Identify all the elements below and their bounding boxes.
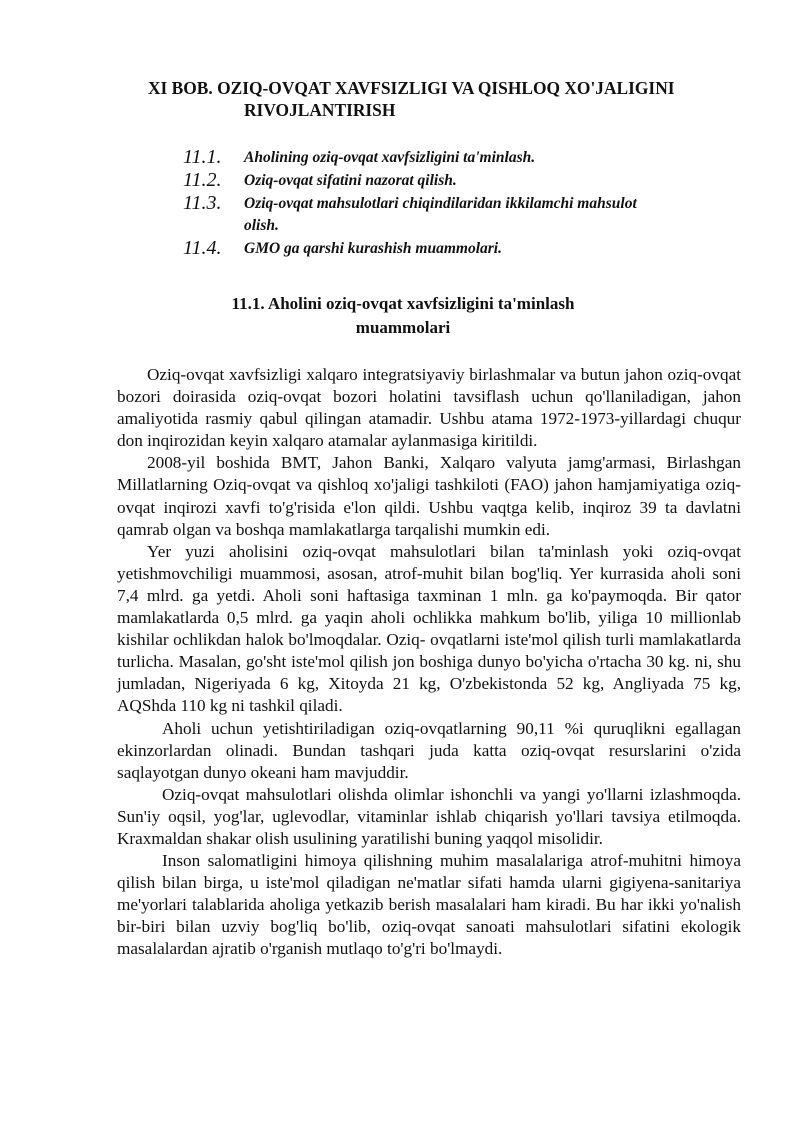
paragraph: Inson salomatligini himoya qilishning muhim masalalariga atrof-muhitni himoya qilish bilan birga, u iste'mol qiladigan ne'matlar sifati hamda ularni gigiyena-sanitariya me'yorlari talablarida aholiga yetkazib berish masalalari ham kiradi. Bu har ikki yo'nalish bir-biri bilan uzviy bog'liq bo'lib, oziq-ovqat sanoati mahsulotlari sifatini ekologik masalalardan ajratib o'rganish mutlaqo to'g'ri bo'lmaydi. <box>117 851 741 959</box>
section-title-line-2: muammolari <box>355 318 451 337</box>
section-title-line-1: 11.1. Aholini oziq-ovqat xavfsizligini ta'minlash <box>231 294 575 313</box>
toc-text: GMO ga qarshi kurashish muammolari. <box>244 240 502 257</box>
paragraph: 2008-yil boshida BMT, Jahon Banki, Xalqaro valyuta jamg'armasi, Birlashgan Millatlarning Oziq-ovqat va qishloq xo'jaligi tashkiloti (FAO) jahon hamjamiyatiga oziq-ovqat inqirozi xavfi to'g'risida e'lon qildi. Ushbu vaqtga kelib, inqiroz 39 ta davlatni qamrab olgan va boshqa mamlakatlarga tarqalishi mumkin edi. <box>117 453 741 539</box>
toc-number: 11.3. <box>183 192 222 214</box>
toc-item-11-4 <box>183 237 703 260</box>
paragraph: Oziq-ovqat xavfsizligi xalqaro integratsiyaviy birlashmalar va butun jahon oziq-ovqat bozori doirasida oziq-ovqat bozori holatini tavsiflash uchun qo'llaniladigan, jahon amaliyotida rasmiy qabul qilingan atamadir. Ushbu atama 1972-1973-yillardagi chuqur don inqirozidan keyin xalqaro atamalar aylanmasiga kiritildi. <box>117 365 741 451</box>
toc-text: Aholining oziq-ovqat xavfsizligini ta'minlash. <box>244 149 536 166</box>
chapter-title-line-2: RIVOJLANTIRISH <box>244 100 396 120</box>
chapter-contents-list <box>183 146 703 260</box>
chapter-title-line-1: XI BOB. OZIQ-OVQAT XAVFSIZLIGI VA QISHLOQ XO'JALIGINI <box>148 78 675 98</box>
toc-item-11-3 <box>183 192 703 237</box>
toc-item-11-2 <box>183 169 703 192</box>
paragraph: Oziq-ovqat mahsulotlari olishda olimlar ishonchli va yangi yo'llarni izlashmoqda. Sun'iy oqsil, yog'lar, uglevodlar, vitaminlar ishlab chiqarish yo'llari tavsiya etilmoqda. Kraxmaldan shakar olish usulining yaratilishi buning yaqqol misolidir. <box>117 784 741 848</box>
section-title <box>118 292 688 340</box>
toc-item-11-1 <box>183 146 703 169</box>
toc-number: 11.2. <box>183 169 222 191</box>
toc-text: Oziq-ovqat mahsulotlari chiqindilaridan ikkilamchi mahsulot olish. <box>244 195 637 234</box>
paragraph: Yer yuzi aholisini oziq-ovqat mahsulotlari bilan ta'minlash yoki oziq-ovqat yetishmovchiligi muammosi, asosan, atrof-muhit bilan bog'liq. Yer kurrasida aholi soni 7,4 mlrd. ga yetdi. Aholi soni haftasiga taxminan 1 mln. ga ko'paymoqda. Bir qator mamlakatlarda 0,5 mlrd. ga yaqin aholi ochlikka mahkum bo'lib, yiliga 10 millionlab kishilar ochlikdan halok bo'lmoqdalar. Oziq- ovqatlarni iste'mol qilish turli mamlakatlarda turlicha. Masalan, go'sht iste'mol qilish jon boshiga dunyo bo'yicha o'rtacha 30 kg. ni, shu jumladan, Nigeriyada 6 kg, Xitoyda 21 kg, O'zbekistonda 52 kg, Angliyada 75 kg, AQShda 110 kg ni tashkil qiladi. <box>117 541 741 716</box>
paragraph: Aholi uchun yetishtiriladigan oziq-ovqatlarning 90,11 %i quruqlikni egallagan ekinzorlardan olinadi. Bundan tashqari juda katta oziq-ovqat resurslarini o'zida saqlayotgan dunyo okeani ham mavjuddir. <box>117 718 741 782</box>
section-body <box>117 364 741 961</box>
toc-number: 11.4. <box>183 237 222 259</box>
toc-text: Oziq-ovqat sifatini nazorat qilish. <box>244 172 457 189</box>
chapter-title <box>118 77 758 121</box>
toc-number: 11.1. <box>183 146 222 168</box>
